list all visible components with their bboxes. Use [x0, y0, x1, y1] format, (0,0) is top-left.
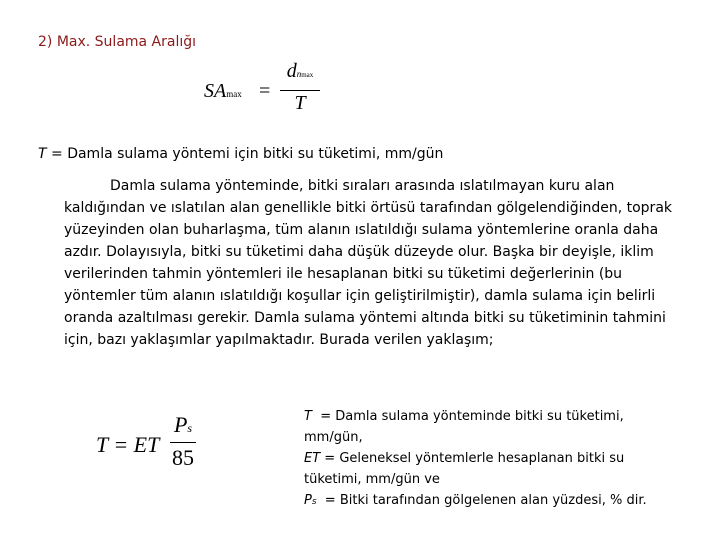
section-heading: 2) Max. Sulama Aralığı	[38, 34, 197, 50]
legend-ps-text: = Bitki tarafından gölgelenen alan yüzdesi, % dir.	[316, 493, 647, 508]
numerator-symbol: P	[173, 412, 188, 437]
numerator-symbol: d	[286, 60, 297, 82]
legend-ps-symbol: P	[304, 493, 312, 508]
fraction-numerator	[170, 412, 196, 440]
fraction-denominator: 85	[172, 445, 194, 470]
t-definition	[38, 146, 443, 162]
paragraph-text: Damla sulama yönteminde, bitki sıraları arasında ıslatılmayan kuru alan kaldığından ve ıslatılan alan genellikle bitki örtüsü tarafından gölgelendiğinden, toprak yüzeyinden olan buharlaşma, tüm alanın ıslatıldığı sulama yöntemlerine oranla daha azdır. Dolayısıyla, bitki su tüketimi daha düşük düzeyde olur. Başka bir deyişle, iklim verilerinden tahmin yöntemleri ile hesaplanan bitki su tüketimi değerlerinin (bu yöntemler tüm alanın ıslatıldığı koşullar için geliştirilmiştir), damla sulama için belirli oranda azaltılması gerekir. Damla sulama yöntemi altında bitki su tüketiminin tahmini için, bazı yaklaşımlar yapılmaktadır. Burada verilen yaklaşım;	[64, 178, 673, 348]
fraction-bar	[170, 442, 196, 443]
t-definition-text: = Damla sulama yöntemi için bitki su tüketimi, mm/gün	[46, 146, 444, 162]
legend-t-continued: mm/gün,	[304, 430, 363, 445]
numerator-subscript: s	[187, 421, 193, 435]
formula-fraction	[280, 60, 320, 114]
fraction-numerator	[280, 60, 320, 86]
variable-legend	[304, 406, 704, 513]
lhs-symbol: SA	[204, 80, 227, 102]
legend-t-text: = Damla sulama yönteminde bitki su tüketimi,	[311, 409, 624, 424]
lhs-subscript: max	[226, 89, 242, 99]
legend-et-continued: tüketimi, mm/gün ve	[304, 472, 440, 487]
legend-et	[304, 448, 704, 469]
legend-t-symbol: T	[304, 409, 312, 424]
legend-et-symbol: ET	[304, 451, 321, 466]
fraction-bar	[280, 90, 320, 91]
explanation-paragraph	[64, 175, 694, 351]
legend-ps	[304, 490, 704, 513]
equals-sign: =	[259, 80, 271, 102]
legend-t	[304, 406, 704, 427]
t-symbol: T	[38, 146, 47, 162]
numerator-subscript: n	[296, 69, 302, 79]
legend-et-text: = Geleneksel yöntemlerle hesaplanan bitki su	[320, 451, 625, 466]
legend-ps-subscript: s	[311, 497, 317, 507]
formula-lhs	[204, 80, 242, 103]
formula-fraction	[170, 412, 196, 470]
numerator-subsubscript: max	[301, 71, 314, 79]
formula-lhs: T = ET	[96, 432, 160, 457]
fraction-denominator: T	[294, 92, 306, 114]
